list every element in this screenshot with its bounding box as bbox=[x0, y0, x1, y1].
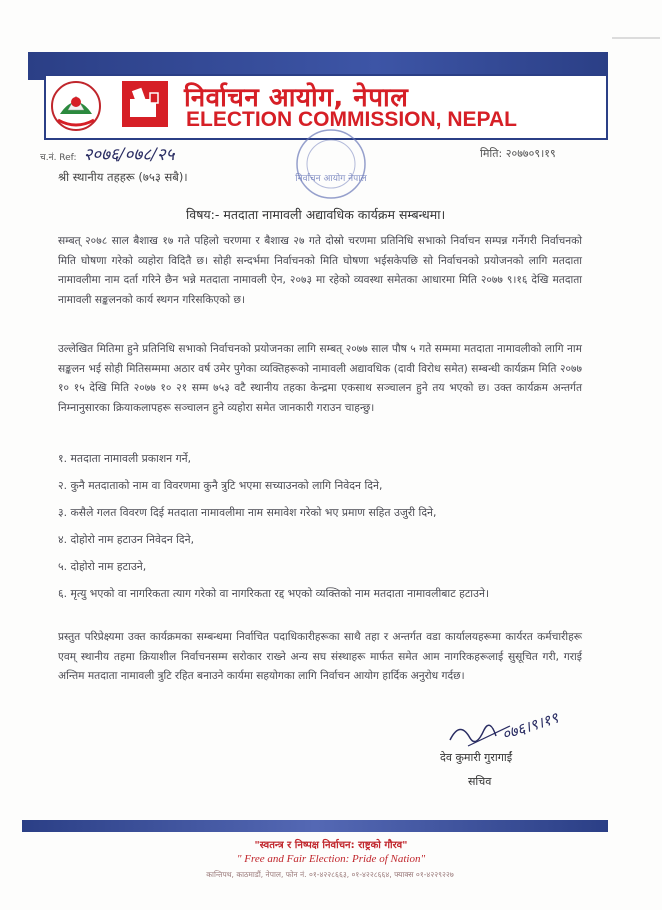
reference-number: २०७६/०७८/२५ bbox=[83, 145, 175, 165]
activity-list bbox=[58, 450, 582, 612]
list-item: ३. कसैले गलत विवरण दिई मतदाता नामावलीमा नाम समावेश गरेको भए प्रमाण सहित उजुरी दिने, bbox=[58, 506, 437, 519]
addressee: श्री स्थानीय तहहरू (७५३ सबै)। bbox=[58, 170, 188, 184]
reference-row bbox=[40, 142, 174, 165]
org-name-nepali: निर्वाचन आयोग, नेपाल bbox=[184, 83, 409, 113]
paragraph-2: उल्लेखित मितिमा हुने प्रतिनिधि सभाको निर्वाचनको प्रयोजनका लागि सम्बत् २०७७ साल पौष ५ गते सम्ममा मतदाता नामावलीको लागि नाम सङ्कलन भई सोही मितिसम्ममा अठार वर्ष उमेर पुगेका व्यक्तिहरूको नामावली अद्यावधिक (दावी विरोध समेत) सम्बन्धी कार्यक्रम मिति २०७७ १० १५ देखि मिति २०७७ १० २१ सम्म ७५३ वटै स्थानीय तहका केन्द्रमा एकसाथ सञ्चालन हुने तय भएको छ। उक्त कार्यक्रम अन्तर्गत निम्नानुसारका क्रियाकलापहरू सञ्चालन हुने व्यहोरा समेत जानकारी गराउन चाहन्छु। bbox=[58, 343, 582, 414]
signatory-title: सचिव bbox=[468, 775, 492, 788]
subject-line: विषय:- मतदाता नामावली अद्यावधिक कार्यक्रम सम्बन्धमा। bbox=[186, 207, 446, 222]
page-corner-mark bbox=[602, 0, 662, 40]
list-item: २. कुनै मतदाताको नाम वा विवरणमा कुनै त्रुटि भएमा सच्याउनको लागि निवेदन दिने, bbox=[58, 479, 383, 492]
org-name-english: ELECTION COMMISSION, NEPAL bbox=[186, 108, 517, 131]
election-commission-logo-icon bbox=[122, 81, 168, 127]
list-item: १. मतदाता नामावली प्रकाशन गर्ने, bbox=[58, 452, 192, 465]
footer-band bbox=[22, 820, 608, 832]
paragraph-3: प्रस्तुत परिप्रेक्ष्यमा उक्त कार्यक्रमका सम्बन्धमा निर्वाचित पदाधिकारीहरूका साथै तहा र अन्तर्गत वडा कार्यालयहरूमा कार्यरत कर्मचारीहरू एवम् स्थानीय तहमा क्रियाशील निर्वाचनसम्म सरोकार राख्ने अन्य सघ संस्थाहरू मार्फत समेत आम नागरिकहरूलाई सुसूचित गरी, गराई अन्तिम मतदाता नामावली त्रुटि रहित बनाउने कार्यमा सहयोगका लागि निर्वाचन आयोग हार्दिक अनुरोध गर्दछ। bbox=[58, 631, 582, 683]
footer-motto-nepali: "स्वतन्त्र र निष्पक्ष निर्वाचन: राष्ट्रको गौरव" bbox=[254, 840, 408, 851]
footer-address: कान्तिपथ, काठमाडौं, नेपाल, फोन नं. ०१-४२२८६६३, ०१-४२२८६६४, फ्याक्स ०१-४२२९२२७ bbox=[206, 870, 454, 879]
signature-date: ०७६।९।१९ bbox=[499, 708, 561, 744]
official-stamp-icon bbox=[292, 125, 370, 203]
nepal-emblem-icon bbox=[50, 80, 102, 132]
signatory-name: देव कुमारी गुरागाईं bbox=[440, 751, 513, 764]
date-value: २०७७०९।१९ bbox=[505, 147, 556, 160]
footer-motto-english: " Free and Fair Election: Pride of Nation" bbox=[236, 853, 426, 865]
list-item: ५. दोहोरो नाम हटाउने, bbox=[58, 560, 147, 573]
reference-label: च.नं. Ref: bbox=[40, 153, 77, 163]
date-label: मिति: bbox=[480, 147, 503, 160]
list-item: ४. दोहोरो नाम हटाउन निवेदन दिने, bbox=[58, 533, 195, 546]
paragraph-1: सम्बत् २०७८ साल बैशाख १७ गते पहिलो चरणमा र बैशाख २७ गते दोस्रो चरणमा प्रतिनिधि सभाको निर्वाचन सम्पन्न गर्नेगरी निर्वाचनको मिति घोषणा गरेको व्यहोरा विदितै छ। सोही सन्दर्भमा निर्वाचनको मिति घोषणा भईसकेपछि सो निर्वाचनको प्रयोजनको लागि मतदाता नामावलीमा नाम दर्ता गरिने छैन भन्ने मतदाता नामावली ऐन, २०७३ मा रहेको व्यवस्था समेतका आधारमा मिति २०७७ ९।१६ देखि मतदाता नामावली सङ्कलनको कार्य स्थगन गरिसकिएको छ। bbox=[58, 235, 582, 306]
stamp-text: निर्वाचन आयोग नेपाल bbox=[295, 174, 367, 184]
date-row bbox=[480, 146, 556, 161]
list-item: ६. मृत्यु भएको वा नागरिकता त्याग गरेको वा नागरिकता रद्द भएको व्यक्तिको नाम मतदाता नामावलीबाट हटाउने। bbox=[58, 587, 490, 600]
